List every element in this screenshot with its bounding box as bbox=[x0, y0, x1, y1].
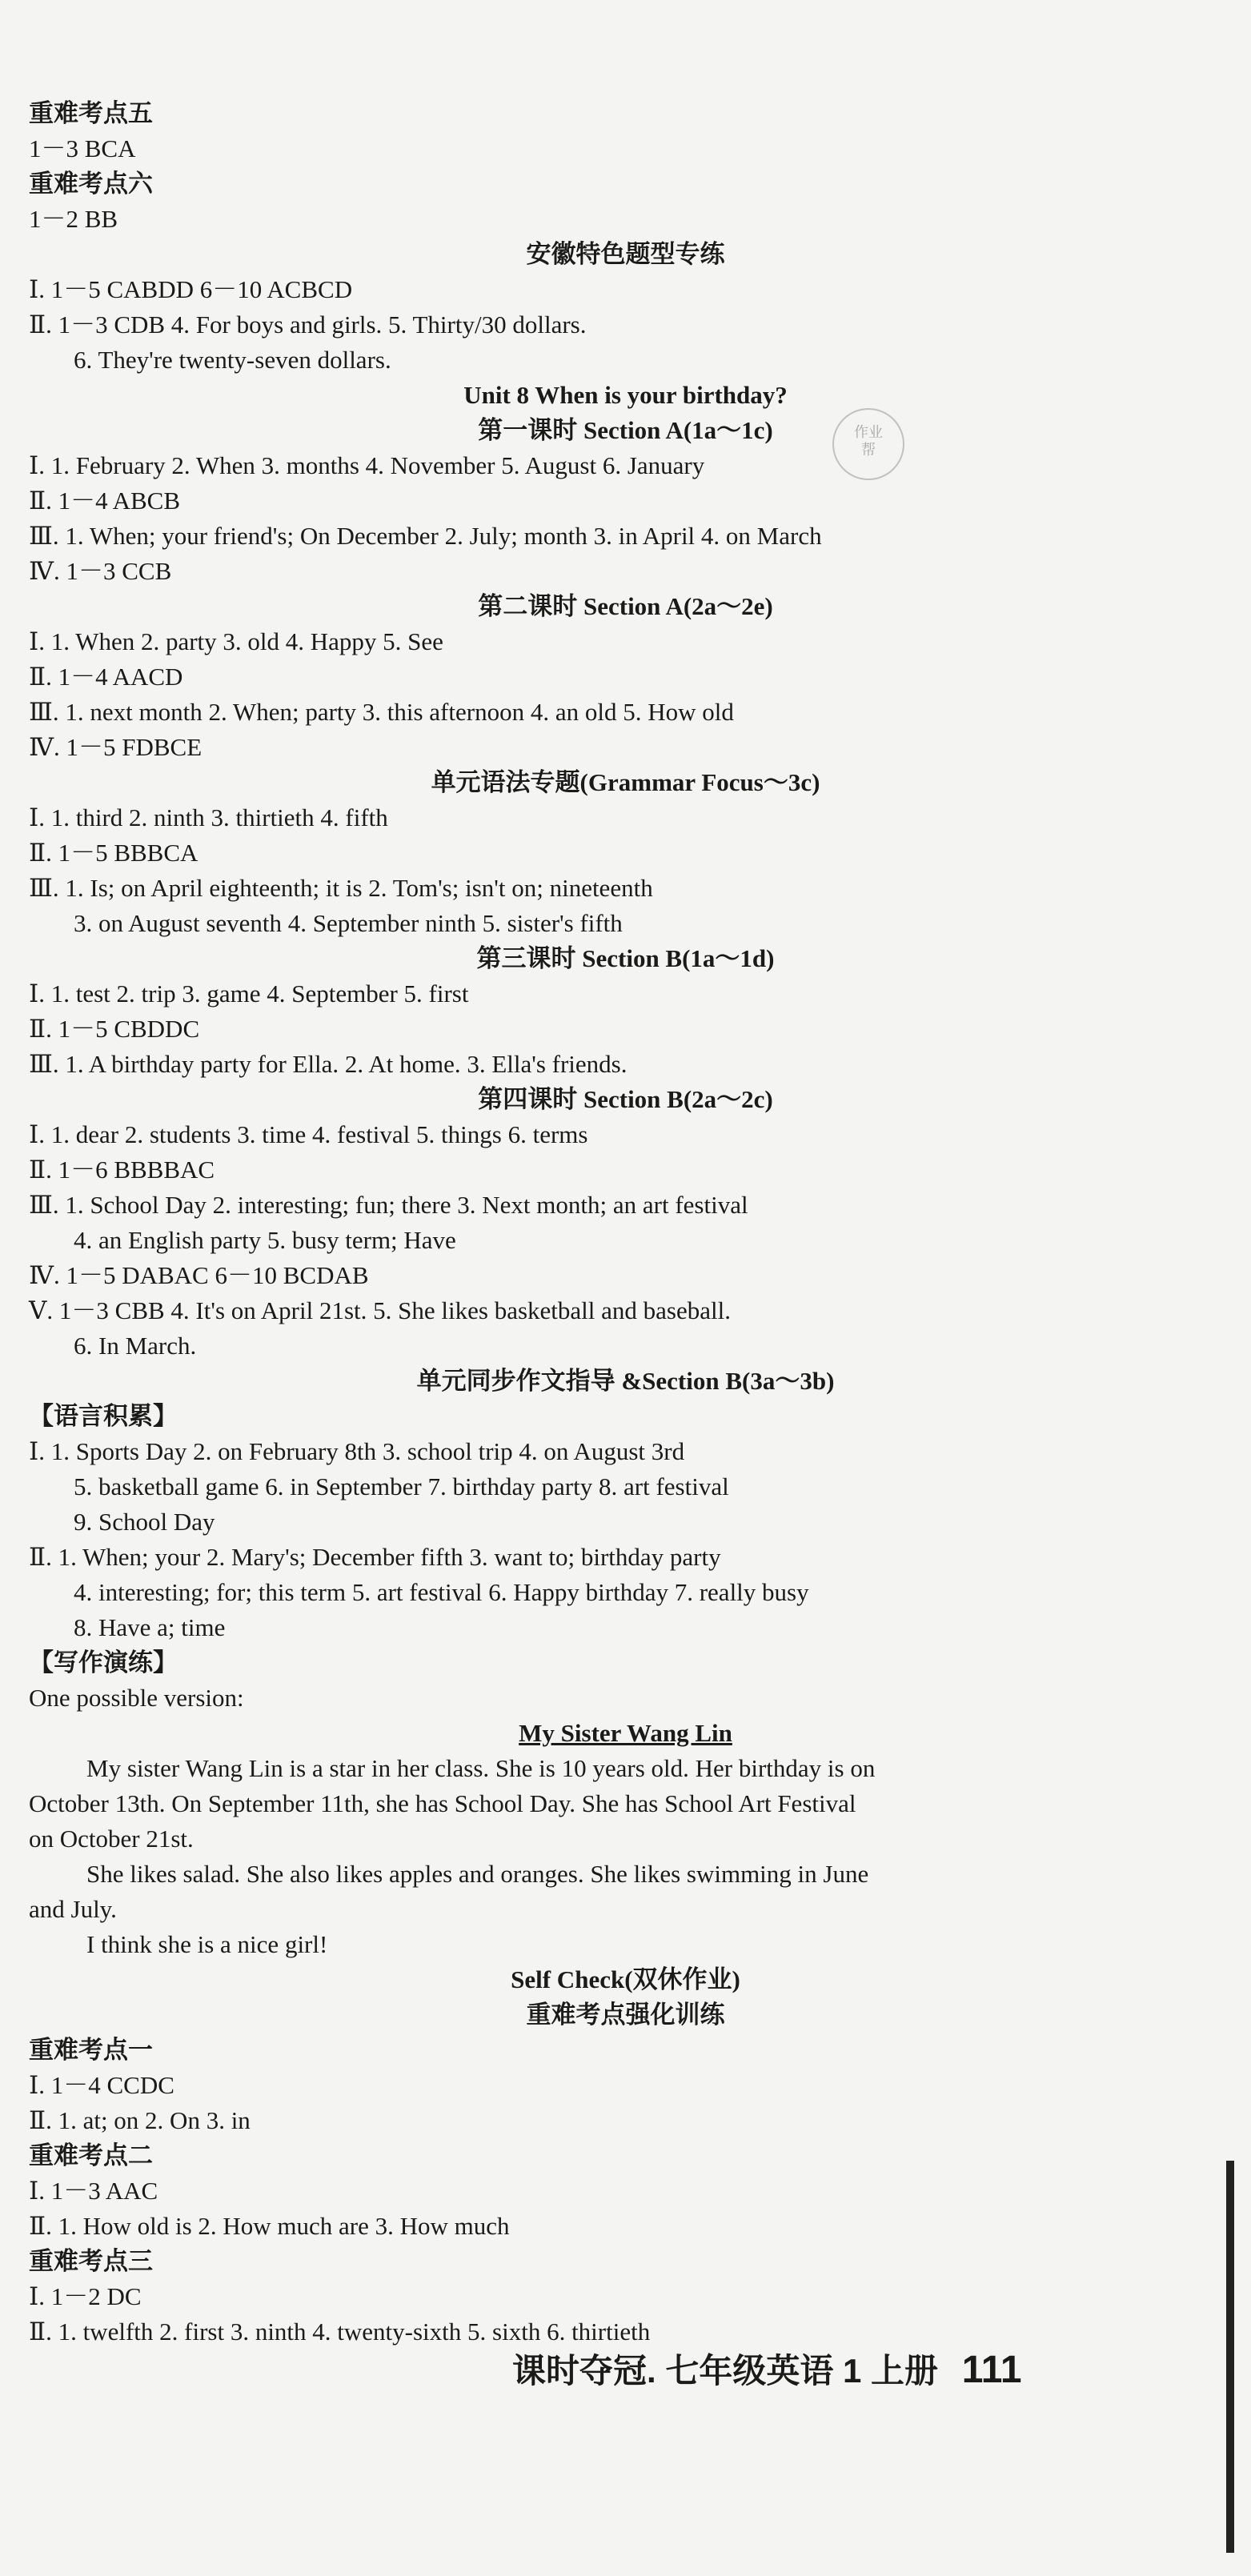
answer-line: 3. on August seventh 4. September ninth 5. sister's fifth bbox=[74, 909, 623, 937]
answer-line: 6. They're twenty-seven dollars. bbox=[74, 346, 391, 374]
answer-line: Ⅲ. 1. When; your friend's; On December 2. July; month 3. in April 4. on March bbox=[29, 522, 822, 550]
answer-line: Ⅰ. 1. February 2. When 3. months 4. November 5. August 6. January bbox=[29, 451, 705, 479]
answer-line: Ⅱ. 1. When; your 2. Mary's; December fifth 3. want to; birthday party bbox=[29, 1543, 721, 1571]
answer-line: 重难考点六 bbox=[29, 170, 153, 198]
answer-line: Self Check(双休作业) bbox=[511, 1965, 740, 1993]
homework-stamp: 作业 帮 bbox=[832, 408, 904, 480]
book-title: 课时夺冠. 七年级英语 1 上册 bbox=[512, 2352, 939, 2390]
answer-line: 单元语法专题(Grammar Focus～3c) bbox=[431, 768, 820, 796]
answer-line: Ⅱ. 1. twelfth 2. first 3. ninth 4. twenty-sixth 5. sixth 6. thirtieth bbox=[29, 2318, 651, 2346]
answer-line: I think she is a nice girl! bbox=[86, 1930, 328, 1958]
answer-line: Ⅳ. 1－5 DABAC 6－10 BCDAB bbox=[29, 1261, 369, 1289]
answer-line: Ⅳ. 1－5 FDBCE bbox=[29, 733, 202, 761]
answer-line: Ⅲ. 1. A birthday party for Ella. 2. At home. 3. Ella's friends. bbox=[29, 1050, 628, 1078]
answer-line: Ⅱ. 1. at; on 2. On 3. in bbox=[29, 2106, 251, 2134]
answer-line: 5. basketball game 6. in September 7. birthday party 8. art festival bbox=[74, 1472, 729, 1500]
answer-line: 9. School Day bbox=[74, 1508, 215, 1536]
answer-line: My Sister Wang Lin bbox=[519, 1719, 732, 1747]
answer-line: 单元同步作文指导 &Section B(3a～3b) bbox=[416, 1367, 835, 1395]
page-footer bbox=[512, 2345, 1022, 2393]
page-number: 111 bbox=[961, 2349, 1022, 2391]
answer-line: Ⅰ. 1. test 2. trip 3. game 4. September 5. first bbox=[29, 980, 469, 1008]
answer-line: Ⅲ. 1. next month 2. When; party 3. this afternoon 4. an old 5. How old bbox=[29, 698, 734, 726]
answer-line: 4. interesting; for; this term 5. art festival 6. Happy birthday 7. really busy bbox=[74, 1578, 809, 1606]
answer-line: Ⅱ. 1－6 BBBBAC bbox=[29, 1156, 215, 1184]
answer-line: 第一课时 Section A(1a～1c) bbox=[478, 416, 773, 444]
answer-line: 第三课时 Section B(1a～1d) bbox=[476, 944, 775, 972]
answer-line: Ⅱ. 1. How old is 2. How much are 3. How much bbox=[29, 2212, 510, 2240]
answer-line: Ⅱ. 1－5 CBDDC bbox=[29, 1015, 200, 1043]
answer-line: 重难考点强化训练 bbox=[526, 2001, 725, 2029]
answer-line: 安徽特色题型专练 bbox=[526, 240, 725, 268]
answer-line: Ⅰ. 1. third 2. ninth 3. thirtieth 4. fifth bbox=[29, 803, 388, 831]
answer-line: One possible version: bbox=[29, 1684, 244, 1712]
answer-line: Ⅰ. 1. dear 2. students 3. time 4. festival 5. things 6. terms bbox=[29, 1120, 588, 1148]
answer-line: Ⅱ. 1－4 AACD bbox=[29, 663, 183, 691]
answer-line: Ⅴ. 1－3 CBB 4. It's on April 21st. 5. She likes basketball and baseball. bbox=[29, 1296, 731, 1324]
answer-line: Ⅳ. 1－3 CCB bbox=[29, 557, 172, 585]
answer-line: 6. In March. bbox=[74, 1332, 197, 1360]
answer-line: My sister Wang Lin is a star in her class. She is 10 years old. Her birthday is on bbox=[86, 1754, 876, 1782]
answer-line: Ⅲ. 1. School Day 2. interesting; fun; there 3. Next month; an art festival bbox=[29, 1191, 748, 1219]
answer-line: 第二课时 Section A(2a～2e) bbox=[478, 592, 773, 620]
answer-line: 1－3 BCA bbox=[29, 134, 136, 162]
answer-line: 重难考点三 bbox=[29, 2247, 153, 2275]
answer-line: and July. bbox=[29, 1895, 117, 1923]
answer-line: 1－2 BB bbox=[29, 205, 118, 233]
answer-line: Ⅲ. 1. Is; on April eighteenth; it is 2. Tom's; isn't on; nineteenth bbox=[29, 874, 653, 902]
answer-line: Ⅰ. 1－4 CCDC bbox=[29, 2071, 174, 2099]
answer-line: 【语言积累】 bbox=[29, 1402, 178, 1430]
answer-line: Ⅰ. 1－3 AAC bbox=[29, 2177, 158, 2205]
answer-line: 8. Have a; time bbox=[74, 1613, 226, 1641]
answer-line: 4. an English party 5. busy term; Have bbox=[74, 1226, 456, 1254]
answer-line: Ⅰ. 1－5 CABDD 6－10 ACBCD bbox=[29, 275, 353, 303]
answer-line: 重难考点五 bbox=[29, 99, 153, 127]
answer-line: Ⅱ. 1－5 BBBCA bbox=[29, 839, 198, 867]
answer-line: 第四课时 Section B(2a～2c) bbox=[478, 1085, 773, 1113]
answer-line: on October 21st. bbox=[29, 1825, 194, 1853]
page-edge-shadow bbox=[1226, 2161, 1234, 2553]
answer-line: 【写作演练】 bbox=[29, 1649, 178, 1677]
answer-line: Ⅰ. 1. Sports Day 2. on February 8th 3. school trip 4. on August 3rd bbox=[29, 1437, 685, 1465]
answer-line: October 13th. On September 11th, she has School Day. She has School Art Festival bbox=[29, 1789, 856, 1817]
answer-line: 重难考点一 bbox=[29, 2036, 153, 2064]
answer-line: Ⅱ. 1－3 CDB 4. For boys and girls. 5. Thirty/30 dollars. bbox=[29, 310, 587, 339]
answer-line: She likes salad. She also likes apples and oranges. She likes swimming in June bbox=[86, 1860, 869, 1888]
answer-line: Unit 8 When is your birthday? bbox=[463, 381, 788, 409]
answer-line: Ⅱ. 1－4 ABCB bbox=[29, 487, 181, 515]
answer-line: 重难考点二 bbox=[29, 2141, 153, 2169]
answer-line: Ⅰ. 1. When 2. party 3. old 4. Happy 5. See bbox=[29, 627, 443, 655]
answer-line: Ⅰ. 1－2 DC bbox=[29, 2282, 142, 2310]
